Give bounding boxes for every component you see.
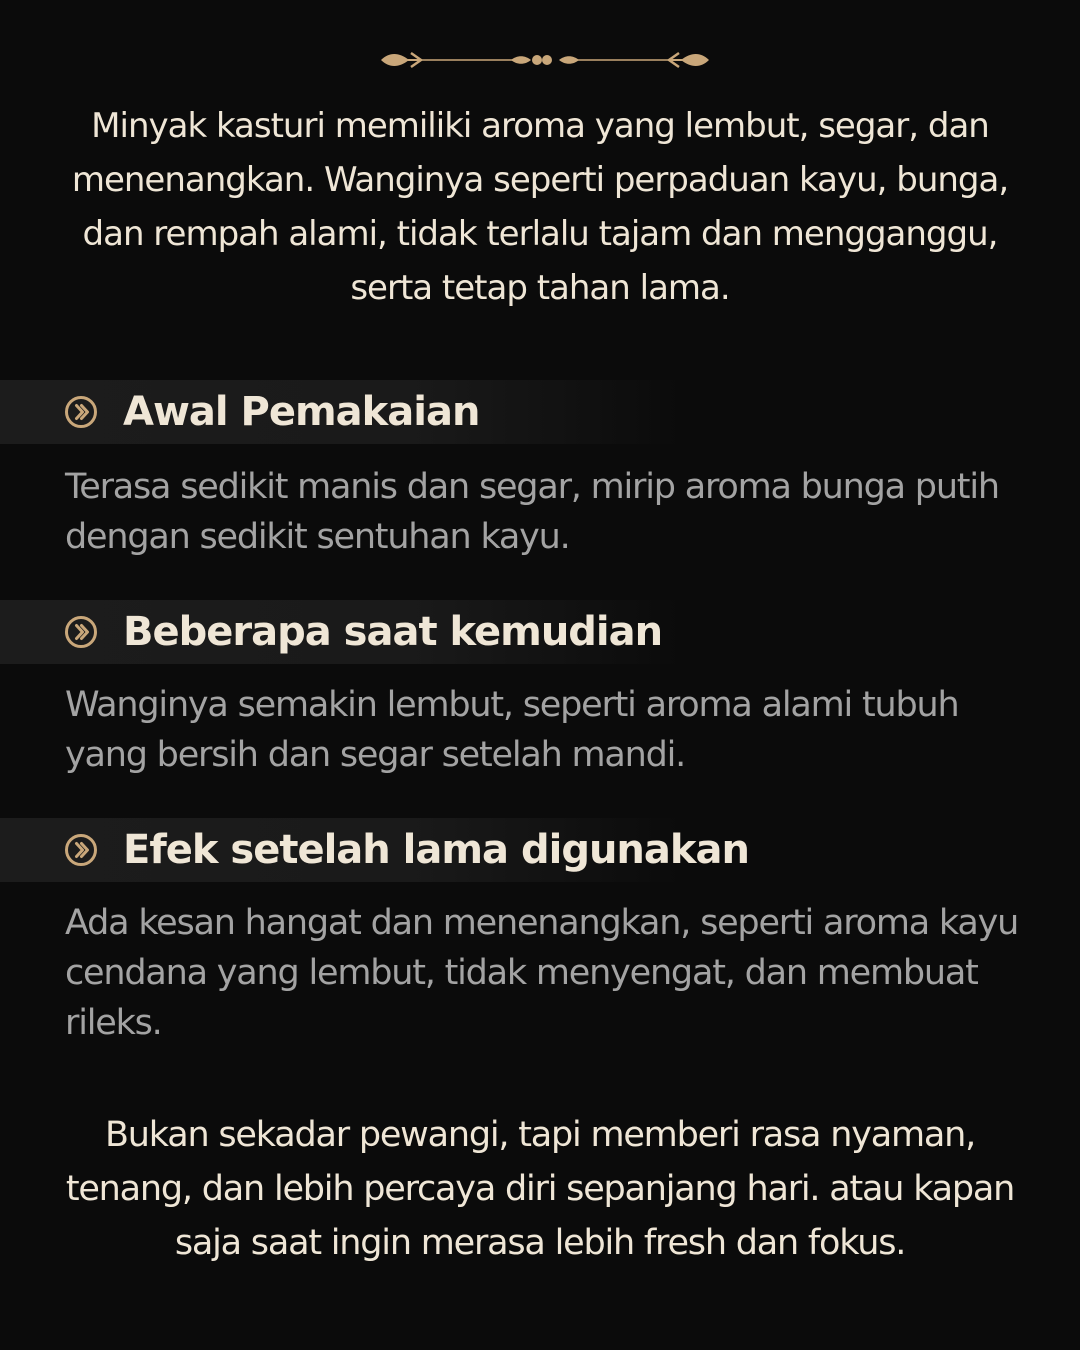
section-title: Efek setelah lama digunakan [123,827,749,873]
section-description: Terasa sedikit manis dan segar, mirip aroma bunga putih dengan sedikit sentuhan kayu. [65,467,999,557]
section-header-efek-setelah-lama-digunakan [0,818,749,882]
section-header-beberapa-saat-kemudian [0,600,680,664]
intro-paragraph: Minyak kasturi memiliki aroma yang lembut, segar, dan menenangkan. Wanginya seperti perpaduan kayu, bunga, dan rempah alami, tidak terlalu tajam dan mengganggu, serta tetap tahan lama. [71,106,1009,308]
section-description: Ada kesan hangat dan menenangkan, seperti aroma kayu cendana yang lembut, tidak menyengat, dan membuat rileks. [65,903,1019,1043]
section-header-awal-pemakaian [0,380,680,444]
closing-paragraph: Bukan sekadar pewangi, tapi memberi rasa nyaman, tenang, dan lebih percaya diri sepanjang hari. atau kapan saja saat ingin merasa lebih fresh dan fokus. [65,1115,1015,1263]
section-title: Beberapa saat kemudian [123,609,663,655]
section-description: Wanginya semakin lembut, seperti aroma alami tubuh yang bersih dan segar setelah mandi. [65,685,959,775]
section-title: Awal Pemakaian [123,389,480,435]
chevron-right-circle-icon [64,395,98,429]
chevron-right-circle-icon [64,833,98,867]
chevron-right-circle-icon [64,615,98,649]
flourish-divider-icon [375,44,715,76]
